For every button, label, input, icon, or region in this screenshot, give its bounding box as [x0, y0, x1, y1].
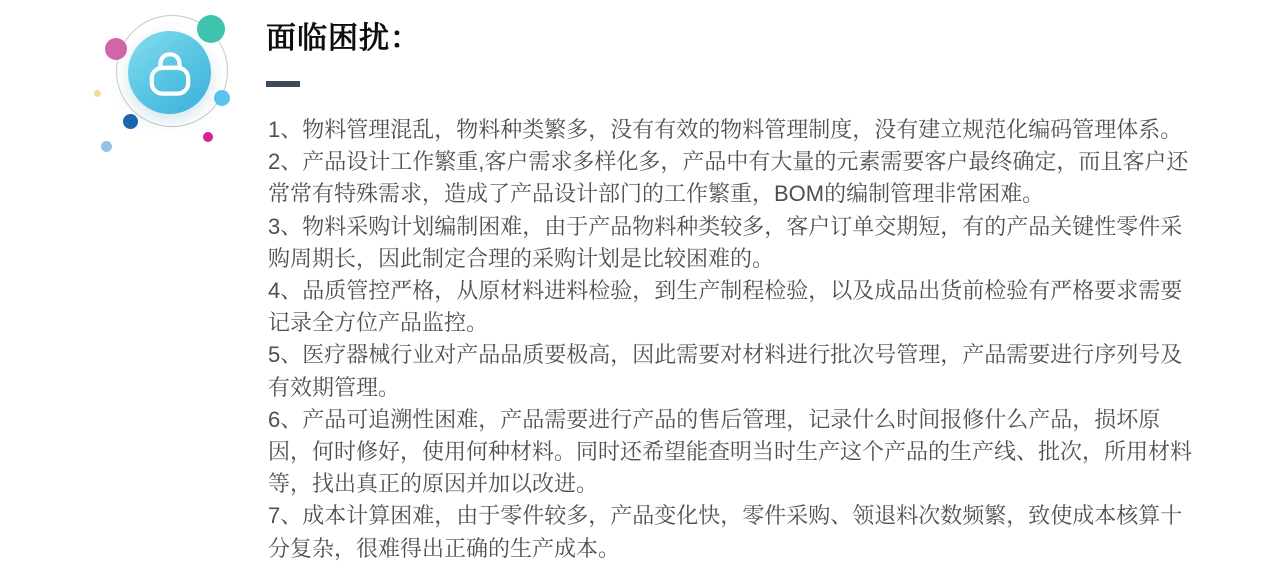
pale-blue-dot	[101, 141, 112, 152]
trouble-item-7: 7、成本计算困难，由于零件较多，产品变化快，零件采购、领退料次数频繁，致使成本核算十分复杂，很难得出正确的生产成本。	[268, 503, 1183, 561]
sky-blue-dot	[214, 90, 230, 106]
trouble-item-3: 3、物料采购计划编制困难，由于产品物料种类较多，客户订单交期短，有的产品关键性零件采购周期长，因此制定合理的采购计划是比较困难的。	[268, 213, 1183, 271]
trouble-list	[268, 114, 1202, 565]
lock-icon	[147, 49, 193, 97]
lock-circle	[128, 31, 211, 114]
pink-dot	[105, 38, 127, 60]
magenta-dot	[203, 132, 213, 142]
title-underline	[266, 81, 300, 87]
dark-blue-dot	[123, 114, 138, 129]
trouble-item-5: 5、医疗器械行业对产品品质要极高，因此需要对材料进行批次号管理，产品需要进行序列号及有效期管理。	[268, 342, 1183, 400]
trouble-item-2: 2、产品设计工作繁重,客户需求多样化多，产品中有大量的元素需要客户最终确定，而且客户还常常有特殊需求，造成了产品设计部门的工作繁重，BOM的编制管理非常困难。	[268, 149, 1189, 207]
teal-dot	[197, 15, 225, 43]
lock-badge	[85, 5, 240, 163]
trouble-item-1: 1、物料管理混乱，物料种类繁多，没有有效的物料管理制度，没有建立规范化编码管理体系。	[268, 117, 1183, 142]
trouble-item-6: 6、产品可追溯性困难，产品需要进行产品的售后管理，记录什么时间报修什么产品，损坏原因，何时修好，使用何种材料。同时还希望能查明当时生产这个产品的生产线、批次，所用材料等，找出真正的原因并加以改进。	[268, 406, 1193, 497]
trouble-item-4: 4、品质管控严格，从原材料进料检验，到生产制程检验，以及成品出货前检验有严格要求需要记录全方位产品监控。	[268, 278, 1183, 336]
content-block	[266, 20, 1206, 561]
section-title: 面临困扰：	[266, 22, 421, 55]
cream-dot	[94, 90, 101, 97]
